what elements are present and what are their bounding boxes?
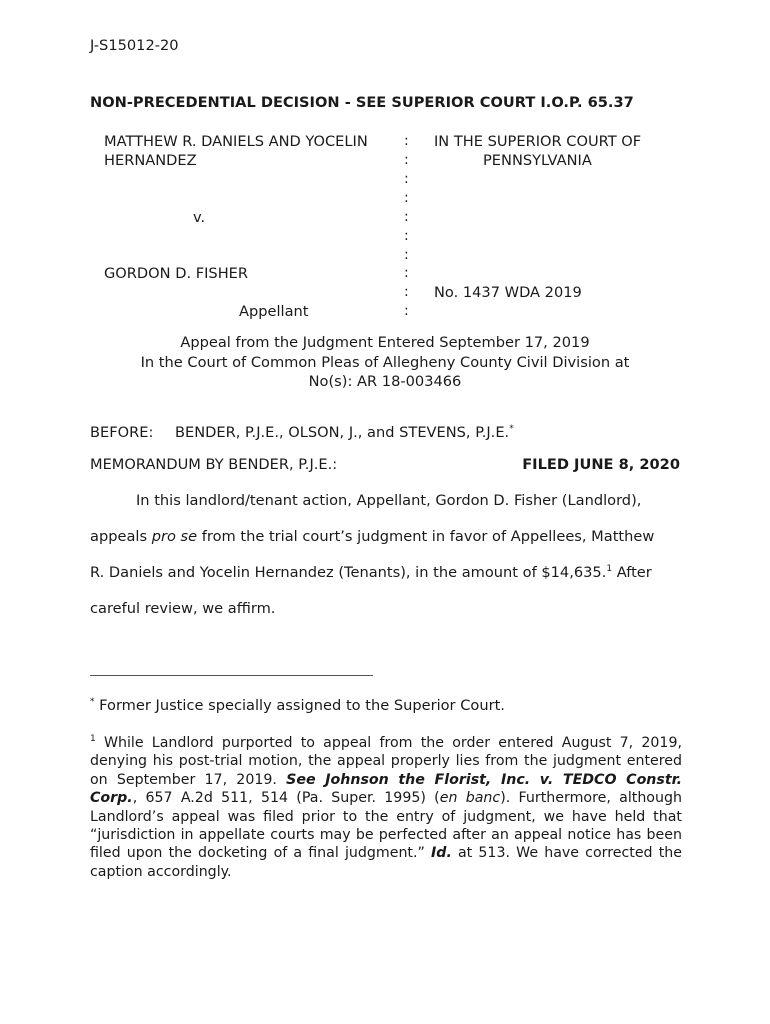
- footnote-star-marker: *: [90, 697, 95, 707]
- body-text: R. Daniels and Yocelin Hernandez (Tenants), in the amount of $14,635.: [90, 564, 607, 581]
- appellant-role: Appellant: [239, 303, 309, 320]
- footnote-text: ). Furthermore, although Landlord’s appeal was filed prior to the entry of judgment, we have held that “jurisdiction in appellate courts may be perfected after an appeal notice has been filed upon the docketing of a final judgment.”: [90, 790, 682, 862]
- body-line-4: careful review, we affirm.: [90, 600, 276, 617]
- body-text: appeals: [90, 528, 152, 545]
- footnote-text: , 657 A.2d 511, 514 (Pa. Super. 1995) (: [132, 790, 440, 807]
- versus: v.: [193, 209, 206, 226]
- id-citation: Id.: [431, 845, 452, 862]
- body-text: After: [612, 564, 652, 581]
- en-banc-italic: en banc: [439, 790, 501, 807]
- caption-colon: :: [404, 152, 409, 168]
- defendant-name: GORDON D. FISHER: [104, 265, 249, 282]
- footnote-1-marker: 1: [606, 564, 613, 574]
- footnote-1-number: 1: [90, 734, 96, 744]
- pro-se-italic: pro se: [151, 528, 198, 545]
- decision-title: NON-PRECEDENTIAL DECISION - SEE SUPERIOR COURT I.O.P. 65.37: [90, 94, 634, 111]
- appeal-line-1: Appeal from the Judgment Entered September 17, 2019: [180, 334, 590, 351]
- parties-line-1: MATTHEW R. DANIELS AND YOCELIN: [104, 133, 368, 150]
- caption-colon: :: [404, 171, 409, 187]
- case-number: No. 1437 WDA 2019: [434, 284, 582, 301]
- footnote-star-text: Former Justice specially assigned to the Superior Court.: [94, 697, 505, 714]
- body-line-2: [90, 527, 654, 546]
- caption-colon: :: [404, 190, 409, 206]
- filed-date: FILED JUNE 8, 2020: [522, 456, 680, 473]
- footnote-star: [90, 696, 505, 715]
- case-citation: See Johnson the Florist, Inc. v. TEDCO Constr. Corp.: [90, 771, 683, 807]
- parties-line-2: HERNANDEZ: [104, 152, 197, 169]
- caption-colon: :: [404, 228, 409, 244]
- appeal-line-2: In the Court of Common Pleas of Allegheny County Civil Division at: [140, 353, 630, 371]
- court-name-line-2: PENNSYLVANIA: [483, 152, 592, 169]
- footnote-text: While Landlord purported to appeal from the order entered August 7, 2019, denying his post-trial motion, the appeal properly lies from the judgment entered on September 17, 2019.: [90, 735, 682, 788]
- judge-footnote-marker: *: [509, 424, 514, 434]
- memorandum-author: MEMORANDUM BY BENDER, P.J.E.:: [90, 456, 338, 473]
- caption-colon: :: [404, 284, 409, 300]
- caption-colon: :: [404, 133, 409, 149]
- caption-colon: :: [404, 247, 409, 263]
- before-label: BEFORE:: [90, 424, 154, 441]
- before-judges: [175, 423, 514, 442]
- caption-colon: :: [404, 303, 409, 319]
- footnote-1: [90, 734, 682, 881]
- docket-code: J-S15012-20: [90, 37, 179, 54]
- caption-colon: :: [404, 265, 409, 281]
- appeal-info: [90, 333, 680, 392]
- body-line-3: [90, 563, 652, 582]
- court-name-line-1: IN THE SUPERIOR COURT OF: [434, 133, 642, 150]
- footnote-text: at 513. We have corrected the caption accordingly.: [90, 845, 682, 880]
- body-text: from the trial court’s judgment in favor of Appellees, Matthew: [197, 528, 655, 545]
- footnote-divider: [90, 675, 373, 676]
- body-line-1: In this landlord/tenant action, Appellant, Gordon D. Fisher (Landlord),: [136, 492, 642, 509]
- judges-list: BENDER, P.J.E., OLSON, J., and STEVENS, P.J.E.: [175, 424, 510, 441]
- appeal-line-3: No(s): AR 18-003466: [308, 373, 462, 390]
- caption-colon: :: [404, 209, 409, 225]
